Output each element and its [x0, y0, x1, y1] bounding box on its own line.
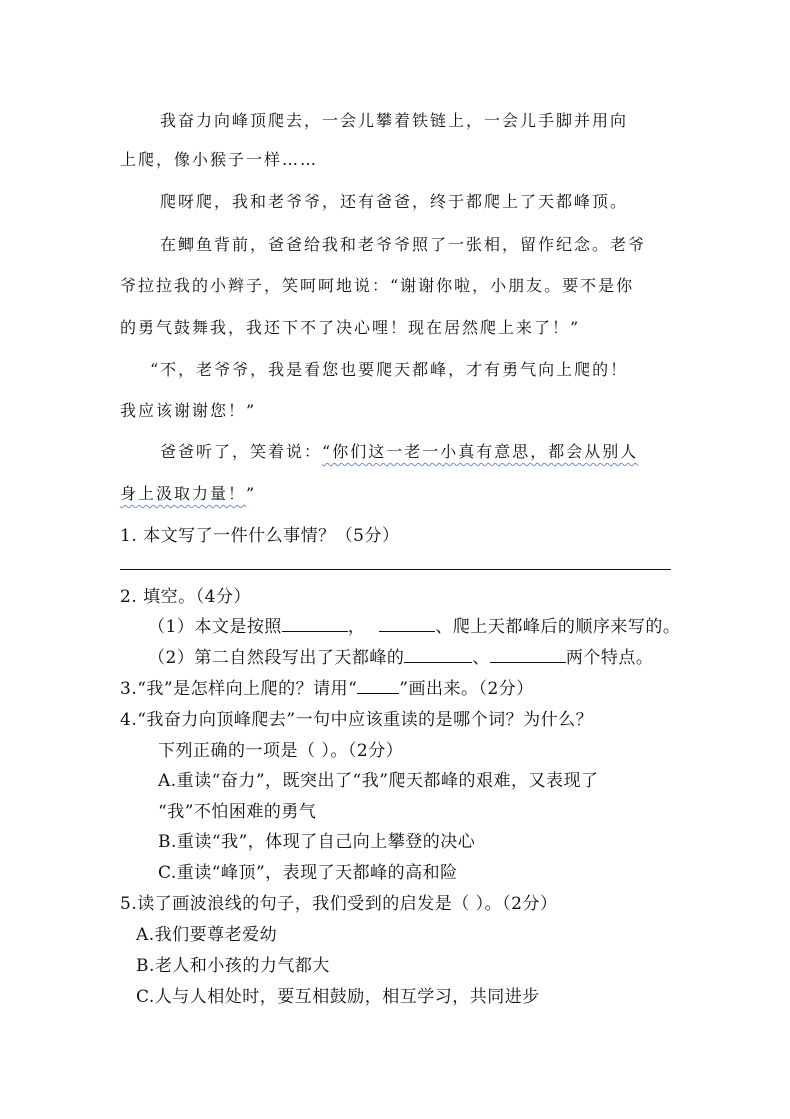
q3-text-b: ”画出来。（2分） — [399, 679, 534, 699]
passage-p5-plain-text: 爸爸听了，笑着说： — [160, 442, 323, 461]
q2-blank-2[interactable] — [379, 615, 435, 632]
passage-paragraph-2: 爬呀爬，我和老爷爷，还有爸爸，终于都爬上了天都峰顶。 — [160, 192, 629, 211]
q3-text-a: 3.“我”是怎样向上爬的？请用“ — [120, 679, 358, 699]
passage-paragraph-5-line-2 — [120, 481, 256, 504]
passage-paragraph-3-line-3: 的勇气鼓舞我，我还下不了决心哩！现在居然爬上来了！” — [120, 318, 581, 337]
q2-blank-3[interactable] — [404, 646, 472, 663]
q2-item1-text-b: ， — [347, 617, 366, 637]
q2-item2-text-c: 两个特点。 — [565, 648, 654, 668]
question-4-option-b[interactable]: B.重读“我”，体现了自己向上攀登的决心 — [158, 832, 476, 852]
question-4-title: 4.“我奋力向顶峰爬去”一句中应该重读的是哪个词？为什么？ — [120, 710, 594, 730]
passage-paragraph-3-line-1: 在鲫鱼背前，爸爸给我和老爷爷照了一张相，留作纪念。老爷 — [160, 235, 647, 254]
question-2-item-1 — [148, 612, 680, 637]
question-5-option-c[interactable]: C.人与人相处时，要互相鼓励，相互学习，共同进步 — [136, 987, 540, 1007]
question-4-option-a-line-1[interactable]: A.重读“奋力”，既突出了“我”爬天都峰的艰难，又表现了 — [158, 771, 599, 791]
wavy-underlined-sentence-end: 身上汲取力量！ — [120, 484, 247, 503]
q2-blank-1[interactable] — [282, 615, 348, 632]
passage-paragraph-4-line-2: 我应该谢谢您！” — [120, 401, 257, 420]
passage-paragraph-1-line-2: 上爬，像小猴子一样…… — [120, 150, 319, 169]
question-2-item-2 — [148, 643, 653, 668]
wavy-underlined-sentence: “你们这一老一小真有意思，都会从别人 — [322, 442, 639, 461]
q2-item1-text-c: 、爬上天都峰后的顺序来写的。 — [435, 617, 681, 637]
question-4-option-a-line-2: “我”不怕困难的勇气 — [158, 802, 317, 822]
question-1: 1. 本文写了一件什么事情？（5分） — [120, 526, 400, 546]
question-5-title: 5.读了画波浪线的句子，我们受到的启发是（ ）。（2分） — [120, 894, 558, 914]
passage-p5-closing-quote: ” — [246, 484, 257, 503]
q2-item1-text-a: （1）本文是按照 — [148, 617, 282, 637]
question-4-option-c[interactable]: C.重读“峰顶”，表现了天都峰的高和险 — [158, 863, 458, 883]
q2-blank-4[interactable] — [490, 646, 566, 663]
q2-item2-text-b: 、 — [472, 648, 490, 668]
question-3 — [120, 674, 534, 699]
passage-paragraph-1-line-1: 我奋力向峰顶爬去，一会儿攀着铁链上，一会儿手脚并用向 — [160, 111, 629, 130]
q3-underline-sample — [357, 677, 399, 694]
q2-item2-text-a: （2）第二自然段写出了天都峰的 — [148, 648, 405, 668]
question-1-answer-line[interactable] — [120, 569, 671, 570]
passage-paragraph-3-line-2: 爷拉拉我的小辫子，笑呵呵地说：“谢谢你啦，小朋友。要不是你 — [120, 276, 635, 295]
question-5-option-b[interactable]: B.老人和小孩的力气都大 — [136, 956, 330, 976]
question-2-title: 2. 填空。（4分） — [120, 587, 251, 607]
question-5-option-a[interactable]: A.我们要尊老爱幼 — [136, 925, 278, 945]
passage-paragraph-5-line-1 — [160, 439, 638, 462]
question-4-prompt: 下列正确的一项是（ ）。（2分） — [158, 741, 404, 761]
passage-paragraph-4-line-1: “不，老爷爷，我是看您也要爬天都峰，才有勇气向上爬的！ — [150, 360, 629, 379]
